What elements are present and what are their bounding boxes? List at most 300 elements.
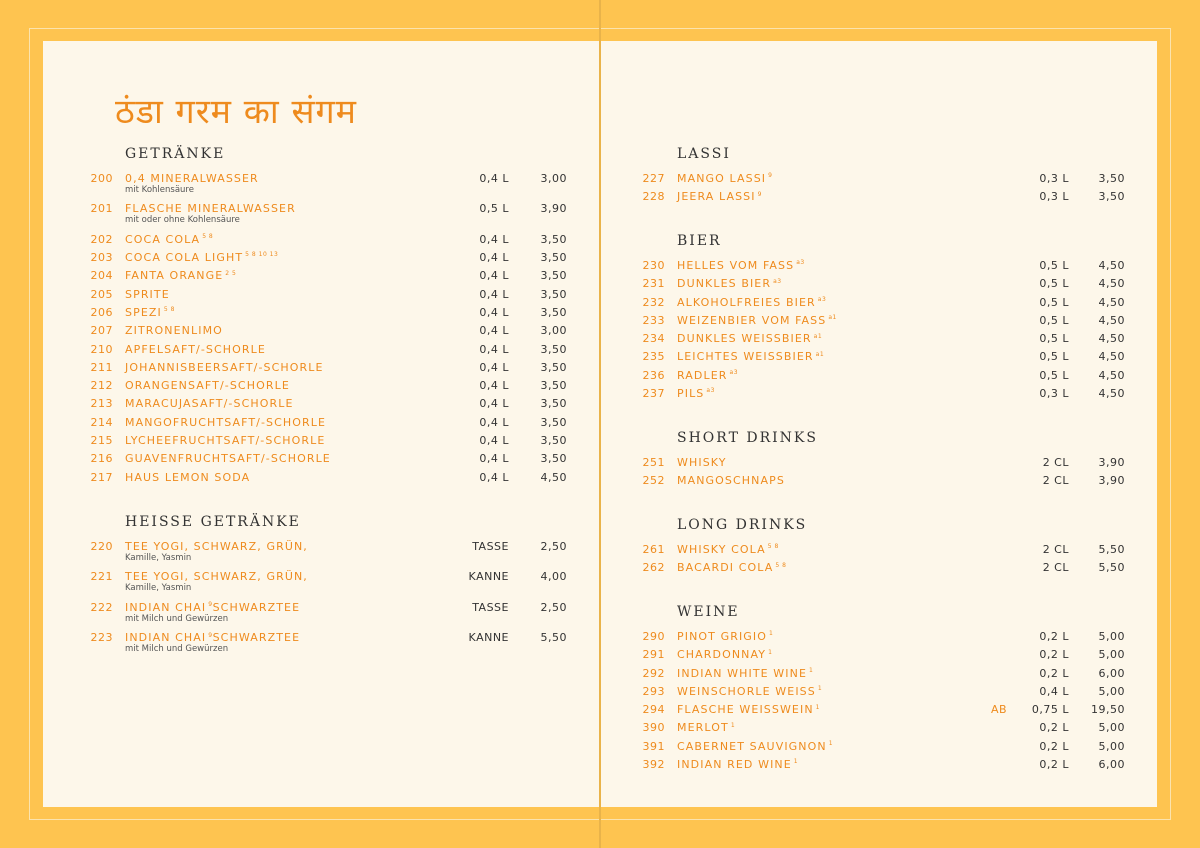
item-name-suffix: SCHWARZTEE [212, 600, 301, 614]
item-name [677, 314, 837, 327]
menu-item [90, 342, 567, 361]
item-name-text: WHISKY [677, 456, 727, 469]
item-description: mit Milch und Gewürzen [125, 644, 229, 655]
menu-item [90, 360, 567, 379]
item-description: mit Kohlensäure [125, 185, 194, 195]
item-name [125, 397, 294, 410]
item-size: 2 CL [1042, 561, 1069, 575]
item-number: 205 [90, 287, 113, 301]
item-size: 0,4 L [479, 232, 509, 246]
item-name [125, 288, 170, 301]
item-size: 0,5 L [1039, 295, 1069, 309]
item-price: 5,50 [1098, 561, 1125, 575]
item-name-text: TEE YOGI, SCHWARZ, GRÜN, [125, 540, 308, 553]
item-number: 216 [90, 452, 113, 466]
item-name-text: SPRITE [125, 287, 170, 301]
item-name-text: TEE YOGI, SCHWARZ, GRÜN, [125, 570, 308, 584]
item-name-text: FLASCHE MINERALWASSER [125, 202, 296, 216]
menu-item [642, 387, 1125, 405]
item-price: 5,50 [1098, 543, 1125, 556]
item-name-text: MARACUJASAFT/-SCHORLE [125, 397, 294, 411]
item-name-text: BACARDI COLA [677, 561, 774, 575]
item-description: Kamille, Yasmin [125, 583, 192, 594]
item-number: 227 [642, 172, 665, 185]
menu-item [90, 452, 567, 470]
item-price: 3,50 [540, 397, 567, 411]
item-size: 0,5 L [1039, 277, 1069, 291]
menu-item [642, 172, 1125, 190]
item-price: 4,50 [540, 470, 567, 484]
menu-item [90, 434, 567, 452]
menu-item [642, 456, 1125, 474]
item-name [677, 758, 798, 771]
item-number: 233 [642, 313, 665, 327]
item-price: 3,50 [540, 305, 567, 319]
item-price: 3,90 [1098, 474, 1125, 488]
item-price: 4,50 [1098, 313, 1125, 327]
item-name-text: WHISKY COLA [677, 543, 766, 556]
item-number: 202 [90, 232, 113, 246]
right-page [601, 41, 1157, 807]
item-name [125, 172, 259, 185]
menu-item [90, 540, 567, 570]
item-name-text: INDIAN RED WINE [677, 758, 792, 772]
section-title: GETRÄNKE [125, 146, 226, 162]
menu-item [90, 379, 567, 397]
item-price: 3,50 [540, 379, 567, 393]
item-name [677, 740, 833, 753]
menu-item [90, 470, 567, 489]
menu-item [90, 287, 567, 306]
item-name [677, 172, 772, 185]
item-price: 19,50 [1091, 703, 1125, 717]
item-size: 0,2 L [1039, 758, 1069, 772]
item-name [125, 233, 213, 246]
item-size: 0,3 L [1039, 172, 1069, 185]
item-number: 230 [642, 259, 665, 272]
item-number: 210 [90, 342, 113, 356]
item-footnote: 5 8 10 13 [245, 251, 279, 259]
menu-item [642, 474, 1125, 492]
item-size: 0,4 L [479, 397, 509, 411]
item-name-text: GUAVENFRUCHTSAFT/-SCHORLE [125, 452, 331, 466]
menu-section [642, 233, 1125, 405]
item-price: 4,50 [1098, 387, 1125, 401]
item-name [677, 543, 779, 556]
item-name [125, 379, 290, 392]
menu-item [642, 739, 1125, 758]
item-number: 292 [642, 666, 665, 680]
item-footnote: 1 [817, 685, 823, 693]
item-footnote: a3 [817, 295, 827, 303]
item-number: 231 [642, 277, 665, 291]
item-number: 207 [90, 324, 113, 338]
item-size: 0,4 L [479, 415, 509, 429]
item-size: 0,4 L [479, 305, 509, 319]
menu-item [642, 543, 1125, 561]
item-name [125, 434, 325, 447]
item-name-text: MANGOSCHNAPS [677, 474, 785, 488]
menu-item [90, 570, 567, 600]
item-size: 0,4 L [479, 379, 509, 393]
item-number: 204 [90, 269, 113, 283]
item-footnote: a1 [815, 350, 825, 358]
item-name [677, 648, 772, 661]
item-name-text: JOHANNISBEERSAFT/-SCHORLE [125, 360, 324, 374]
item-footnote: 9 [757, 190, 762, 198]
item-size: 0,4 L [479, 360, 509, 374]
item-name [125, 324, 223, 337]
item-name [677, 296, 826, 309]
item-name-text: PILS [677, 387, 705, 401]
item-size: 0,2 L [1039, 648, 1069, 662]
item-price: 3,50 [540, 269, 567, 283]
item-price: 4,50 [1098, 350, 1125, 364]
item-number: 201 [90, 202, 113, 216]
item-number: 391 [642, 739, 665, 753]
item-price: 3,50 [1098, 190, 1125, 204]
item-number: 232 [642, 295, 665, 309]
item-footnote: 1 [828, 740, 834, 748]
item-price: 2,50 [540, 600, 567, 614]
item-price: 3,50 [540, 434, 567, 448]
item-size: 0,5 L [1039, 313, 1069, 327]
item-name [677, 456, 727, 469]
item-number: 251 [642, 456, 665, 469]
menu-item [642, 721, 1125, 739]
item-name [677, 630, 773, 643]
item-prefix: AB [991, 703, 1008, 717]
item-size: 2 CL [1042, 456, 1069, 469]
menu-item [90, 631, 567, 661]
item-size: 0,4 L [479, 342, 509, 356]
item-number: 221 [90, 570, 113, 584]
item-price: 3,00 [540, 172, 567, 185]
item-size: 0,5 L [1039, 259, 1069, 272]
item-name-text: MANGOFRUCHTSAFT/-SCHORLE [125, 415, 327, 429]
item-name [677, 561, 786, 574]
menu-item [642, 350, 1125, 368]
item-name [677, 667, 813, 680]
item-size: 0,4 L [479, 470, 509, 484]
item-name [677, 277, 782, 290]
item-name-text: WEIZENBIER VOM FASS [677, 313, 827, 327]
menu-item [642, 758, 1125, 776]
item-name [677, 474, 785, 487]
item-name-text: HELLES VOM FASS [677, 259, 795, 272]
item-number: 390 [642, 721, 665, 735]
item-size: 0,4 L [479, 172, 509, 185]
item-name [125, 361, 324, 374]
item-name [125, 601, 300, 614]
menu-item [90, 251, 567, 269]
section-title: LONG DRINKS [677, 517, 808, 533]
item-number: 261 [642, 543, 665, 556]
item-name-text: COCA COLA LIGHT [125, 251, 244, 265]
item-number: 234 [642, 332, 665, 346]
item-name [677, 190, 762, 203]
item-price: 5,00 [1098, 648, 1125, 662]
item-name-text: SPEZI [125, 305, 162, 319]
section-title: HEISSE GETRÄNKE [125, 514, 301, 530]
item-number: 252 [642, 474, 665, 488]
menu-item [90, 415, 567, 434]
item-size: 0,4 L [479, 434, 509, 448]
item-number: 211 [90, 360, 113, 374]
item-footnote: a3 [729, 369, 739, 377]
item-footnote: 5 8 [202, 233, 214, 241]
item-name-text: ZITRONENLIMO [125, 324, 223, 338]
item-price: 3,50 [540, 232, 567, 246]
item-name [677, 350, 824, 363]
item-number: 213 [90, 397, 113, 411]
item-number: 290 [642, 630, 665, 643]
item-number: 228 [642, 190, 665, 204]
item-size: 0,5 L [1039, 350, 1069, 364]
item-number: 212 [90, 379, 113, 393]
section-title: WEINE [677, 604, 740, 620]
item-price: 3,50 [540, 415, 567, 429]
item-price: 3,00 [540, 324, 567, 338]
item-name [125, 306, 175, 319]
item-size: 0,2 L [1039, 721, 1069, 735]
item-number: 293 [642, 684, 665, 698]
menu-section [642, 430, 1125, 493]
item-name [677, 259, 805, 272]
item-name-text: HAUS LEMON SODA [125, 470, 251, 484]
item-size: 0,4 L [1039, 684, 1069, 698]
menu-section [642, 146, 1125, 209]
item-price: 4,50 [1098, 277, 1125, 291]
menu-item [90, 232, 567, 251]
item-name-text: APFELSAFT/-SCHORLE [125, 342, 266, 356]
item-number: 217 [90, 470, 113, 484]
item-name-text: INDIAN WHITE WINE [677, 666, 807, 680]
item-number: 223 [90, 631, 113, 645]
item-price: 3,50 [1098, 172, 1125, 185]
menu-item [90, 269, 567, 287]
item-name [677, 721, 735, 734]
item-number: 222 [90, 600, 113, 614]
item-footnote: 1 [815, 703, 820, 711]
left-page [43, 41, 599, 807]
item-footnote: 5 8 [767, 543, 779, 551]
item-size: 0,4 L [479, 287, 509, 301]
item-name-text: FLASCHE WEISSWEIN [677, 703, 814, 717]
item-price: 6,00 [1098, 758, 1125, 772]
item-price: 5,00 [1098, 721, 1125, 735]
item-price: 5,00 [1098, 739, 1125, 753]
item-size: 0,5 L [1039, 332, 1069, 346]
item-price: 3,50 [540, 287, 567, 301]
item-name-text: DUNKLES BIER [677, 277, 772, 291]
item-name-text: MERLOT [677, 721, 729, 735]
item-price: 3,90 [540, 202, 567, 216]
item-footnote: 2 5 [225, 269, 237, 277]
item-size: KANNE [468, 631, 509, 645]
item-price: 3,50 [540, 251, 567, 265]
item-name [677, 685, 822, 698]
item-price: 3,50 [540, 452, 567, 466]
item-footnote: 9 [768, 172, 773, 180]
item-number: 294 [642, 703, 665, 717]
item-number: 220 [90, 540, 113, 553]
item-number: 262 [642, 561, 665, 575]
item-number: 203 [90, 251, 113, 265]
item-footnote: 1 [769, 630, 774, 638]
item-footnote: 9 [208, 601, 213, 609]
menu-section [642, 517, 1125, 580]
menu-item [642, 630, 1125, 648]
item-size: 0,3 L [1039, 387, 1069, 401]
item-price: 2,50 [540, 540, 567, 553]
item-size: 2 CL [1042, 543, 1069, 556]
item-name-text: RADLER [677, 368, 728, 382]
menu-item [642, 561, 1125, 579]
item-name-text: LEICHTES WEISSBIER [677, 350, 814, 364]
menu-item [90, 397, 567, 415]
item-size: 0,2 L [1039, 666, 1069, 680]
item-number: 237 [642, 387, 665, 401]
item-price: 4,50 [1098, 259, 1125, 272]
item-name-suffix: SCHWARZTEE [212, 631, 301, 645]
menu-item [90, 305, 567, 324]
item-price: 4,50 [1098, 332, 1125, 346]
item-number: 235 [642, 350, 665, 364]
item-name [677, 703, 820, 716]
item-name [125, 471, 250, 484]
item-footnote: a3 [796, 259, 805, 267]
item-size: 0,3 L [1039, 190, 1069, 204]
item-footnote: a3 [773, 277, 782, 285]
item-name [125, 202, 296, 215]
item-footnote: 1 [730, 721, 736, 729]
item-number: 236 [642, 368, 665, 382]
menu-section [90, 146, 567, 489]
menu-item [642, 703, 1125, 721]
section-title: BIER [677, 233, 722, 249]
item-price: 6,00 [1098, 666, 1125, 680]
item-name [677, 387, 715, 400]
item-name-text: ORANGENSAFT/-SCHORLE [125, 379, 290, 393]
menu-item [642, 332, 1125, 350]
item-price: 4,50 [1098, 295, 1125, 309]
item-price: 5,50 [540, 631, 567, 645]
item-footnote: 1 [768, 648, 773, 656]
item-name-text: INDIAN CHAI [125, 600, 207, 614]
menu-item [642, 648, 1125, 666]
item-size: 0,5 L [479, 202, 509, 216]
item-number: 215 [90, 434, 113, 448]
item-number: 291 [642, 648, 665, 662]
item-size: 0,4 L [479, 452, 509, 466]
section-title: SHORT DRINKS [677, 430, 818, 446]
menu-item [90, 172, 567, 202]
item-number: 392 [642, 758, 665, 772]
item-footnote: 1 [809, 666, 814, 674]
item-price: 3,90 [1098, 456, 1125, 469]
menu-item [642, 666, 1125, 685]
item-name-text: JEERA LASSI [677, 190, 756, 204]
item-footnote: 9 [208, 631, 213, 639]
item-name-text: MANGO LASSI [677, 172, 767, 185]
item-name [125, 343, 266, 356]
item-number: 214 [90, 415, 113, 429]
item-name-text: ALKOHOLFREIES BIER [677, 295, 816, 309]
item-price: 5,00 [1098, 630, 1125, 643]
item-size: 0,5 L [1039, 368, 1069, 382]
menu-item [642, 368, 1125, 387]
item-name-text: FANTA ORANGE [125, 269, 224, 283]
menu-section [90, 514, 567, 662]
item-name-text: WEINSCHORLE WEISS [677, 684, 816, 698]
item-name [677, 332, 822, 345]
menu-item [642, 313, 1125, 332]
section-title: LASSI [677, 146, 731, 162]
item-name [125, 631, 300, 644]
item-name [125, 269, 236, 282]
item-number: 206 [90, 305, 113, 319]
menu-section [642, 604, 1125, 776]
item-name-text: CHARDONNAY [677, 648, 767, 662]
item-size: 0,2 L [1039, 739, 1069, 753]
menu-item [90, 600, 567, 631]
item-footnote: a1 [813, 332, 823, 340]
item-name [125, 452, 331, 465]
item-size: 0,4 L [479, 251, 509, 265]
item-footnote: a1 [828, 314, 837, 322]
menu-title: ठंडा गरम का संगम [115, 92, 357, 132]
item-name [125, 540, 308, 553]
item-name-text: LYCHEEFRUCHTSAFT/-SCHORLE [125, 434, 326, 448]
item-name [125, 416, 326, 429]
item-footnote: 1 [793, 758, 799, 766]
item-size: KANNE [468, 570, 509, 584]
menu-item [90, 324, 567, 342]
item-name-text: 0,4 MINERALWASSER [125, 172, 259, 185]
item-description: mit oder ohne Kohlensäure [125, 215, 240, 226]
menu-item [642, 277, 1125, 295]
item-name [677, 369, 738, 382]
item-size: TASSE [472, 600, 509, 614]
item-footnote: a3 [706, 387, 715, 395]
item-price: 3,50 [540, 342, 567, 356]
item-size: 0,2 L [1039, 630, 1069, 643]
item-size: TASSE [472, 540, 509, 553]
item-name-text: PINOT GRIGIO [677, 630, 768, 643]
menu-item [642, 295, 1125, 314]
item-footnote: 5 8 [775, 561, 787, 569]
item-footnote: 5 8 [163, 306, 175, 314]
item-number: 200 [90, 172, 113, 185]
item-name-text: INDIAN CHAI [125, 631, 207, 645]
item-price: 5,00 [1098, 684, 1125, 698]
item-size: 2 CL [1042, 474, 1069, 488]
item-price: 3,50 [540, 360, 567, 374]
item-price: 4,00 [540, 570, 567, 584]
menu-item [642, 259, 1125, 277]
item-price: 4,50 [1098, 368, 1125, 382]
item-size: 0,4 L [479, 324, 509, 338]
item-description: Kamille, Yasmin [125, 553, 192, 563]
item-name [125, 570, 308, 583]
item-name-text: COCA COLA [125, 232, 201, 246]
item-name [125, 251, 278, 264]
item-name-text: DUNKLES WEISSBIER [677, 332, 812, 346]
item-size: 0,4 L [479, 269, 509, 283]
menu-item [90, 202, 567, 232]
item-description: mit Milch und Gewürzen [125, 613, 229, 624]
